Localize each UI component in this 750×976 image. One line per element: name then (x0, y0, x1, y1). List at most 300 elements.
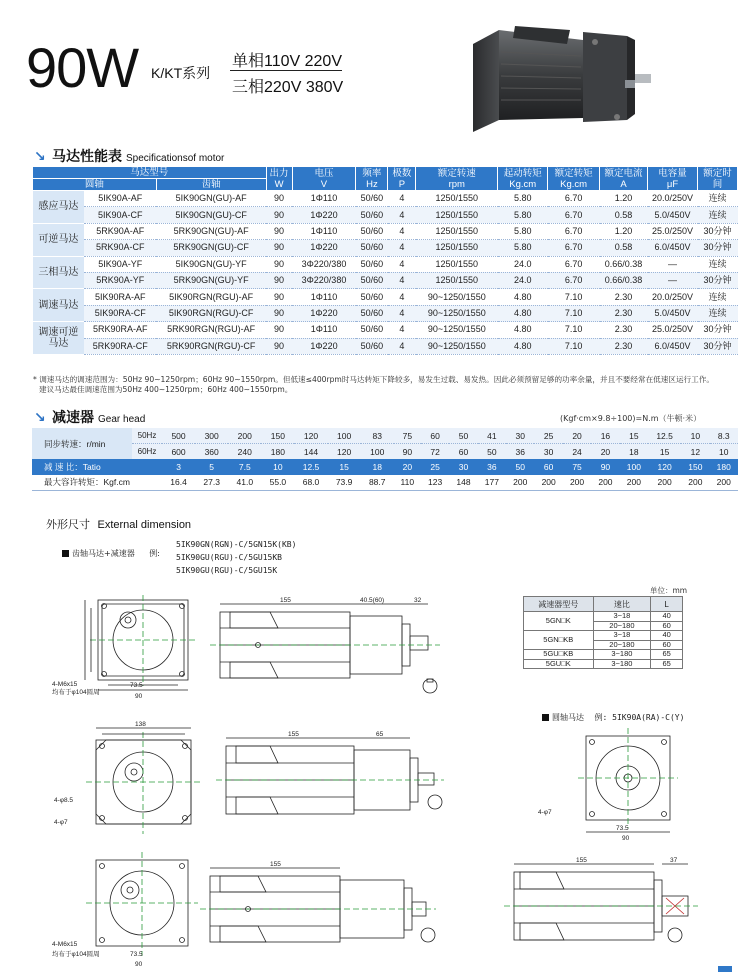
svg-text:73.5: 73.5 (616, 825, 629, 832)
table-cell: 15 (648, 444, 681, 460)
table-cell: 5RK90GN(GU)-YF (156, 272, 266, 288)
table-cell: 5.0/450V (648, 305, 698, 321)
table-row (33, 223, 738, 239)
svg-text:4-φ7: 4-φ7 (538, 809, 552, 816)
table-cell: 4 (388, 256, 416, 272)
table-cell: 3 (162, 459, 195, 475)
table-cell: 25 (534, 428, 562, 444)
table-cell: 90 (266, 191, 292, 207)
table-row (33, 207, 738, 223)
round-shaft-side-view (504, 857, 698, 942)
table-cell: — (648, 256, 698, 272)
side-view-2 (216, 731, 444, 814)
motor-group-label: 感应马达 (33, 191, 85, 224)
table-cell: 1.20 (600, 223, 648, 239)
table-row (33, 240, 738, 256)
table-cell: 1Φ110 (292, 191, 356, 207)
col-start-torque: 起动转矩 Kg.cm (498, 167, 548, 191)
table-cell: 24.0 (498, 272, 548, 288)
svg-text:155: 155 (280, 597, 291, 604)
table-row: 5GN□K 3~18 40 (524, 612, 683, 622)
svg-text:65: 65 (376, 731, 384, 738)
col-gear: 齿轴 (156, 179, 266, 191)
table-row (32, 459, 738, 475)
page-corner-mark (718, 966, 732, 972)
table-cell: 120 (294, 428, 327, 444)
svg-text:4-φ8.5: 4-φ8.5 (54, 797, 74, 804)
table-cell: 90 (266, 272, 292, 288)
table-cell: 25.0/250V (648, 322, 698, 338)
three-phase-voltage: 三相220V 380V (232, 79, 344, 96)
table-cell: 10 (261, 459, 294, 475)
svg-text:155: 155 (576, 857, 587, 864)
table-cell: 90 (266, 256, 292, 272)
table-row: 20~180 60 (524, 640, 683, 650)
table-cell: 27.3 (195, 475, 228, 491)
table-cell: 90 (394, 444, 421, 460)
table-cell: 2.30 (600, 322, 648, 338)
table-cell: 6.0/450V (648, 240, 698, 256)
table-cell: 30分钟 (698, 322, 738, 338)
table-cell: 25 (421, 459, 449, 475)
table-cell: 6.0/450V (648, 338, 698, 354)
table-cell: 16.4 (162, 475, 195, 491)
table-cell: 144 (294, 444, 327, 460)
table-cell: 1250/1550 (416, 191, 498, 207)
power-rating: 90W (26, 36, 139, 99)
svg-text:均布于φ104圆周: 均布于φ104圆周 (52, 951, 100, 958)
table-cell: 150 (681, 459, 709, 475)
frequency-label: 60Hz (132, 444, 162, 460)
table-cell: 100 (620, 459, 648, 475)
table-cell: 4 (388, 191, 416, 207)
table-row (32, 444, 738, 460)
svg-text:155: 155 (270, 861, 281, 868)
table-cell: 200 (506, 475, 534, 491)
motor-group-label: 调速马达 (33, 289, 85, 322)
table-cell: 1Φ220 (292, 338, 356, 354)
table-cell: 60 (449, 444, 477, 460)
round-shaft-front-view (538, 728, 678, 842)
gear-row-label: 减 速 比：Tatio (32, 459, 162, 475)
svg-text:4-φ7: 4-φ7 (54, 819, 68, 826)
table-cell: 4 (388, 289, 416, 305)
table-cell: 90~1250/1550 (416, 305, 498, 321)
table-cell: 30分钟 (698, 240, 738, 256)
spec-header-row-1 (33, 167, 738, 179)
table-cell: 4 (388, 207, 416, 223)
table-cell: 4 (388, 322, 416, 338)
svg-text:4-M6x15: 4-M6x15 (52, 941, 78, 948)
col-poles: 极数 P (388, 167, 416, 191)
table-cell: 3Φ220/380 (292, 256, 356, 272)
table-cell: 360 (195, 444, 228, 460)
table-cell: 90 (266, 289, 292, 305)
table-cell: 4 (388, 338, 416, 354)
col-round: 圆轴 (33, 179, 157, 191)
table-cell: 100 (328, 428, 361, 444)
table-cell: 5RK90RA-AF (84, 322, 156, 338)
arrow-icon: ↘ (34, 149, 46, 165)
col-time: 额定时间 (698, 167, 738, 191)
table-cell: 90 (266, 223, 292, 239)
table-row (33, 289, 738, 305)
table-cell: 6.70 (548, 272, 600, 288)
table-cell: 1Φ220 (292, 305, 356, 321)
table-cell: 2.30 (600, 289, 648, 305)
svg-text:155: 155 (288, 731, 299, 738)
table-cell: 177 (478, 475, 506, 491)
table-row (32, 475, 738, 491)
table-cell: 123 (421, 475, 449, 491)
table-cell: 100 (361, 444, 394, 460)
svg-text:90: 90 (135, 961, 143, 968)
motor-photo (455, 22, 655, 142)
table-cell: 200 (681, 475, 709, 491)
table-cell: 36 (478, 459, 506, 475)
svg-text:均布于φ104圆周: 均布于φ104圆周 (52, 689, 100, 696)
table-cell: 6.70 (548, 207, 600, 223)
table-cell: 7.10 (548, 289, 600, 305)
svg-text:90: 90 (622, 835, 630, 842)
table-row: 20~180 60 (524, 621, 683, 631)
table-cell: 75 (394, 428, 421, 444)
table-cell: 50/60 (356, 240, 388, 256)
table-cell: 1250/1550 (416, 223, 498, 239)
table-row (33, 256, 738, 272)
table-cell: 15 (620, 428, 648, 444)
spec-note-1: * 调速马达的调速范围为：50Hz 90~1250rpm；60Hz 90~1550rpm。但低速≤400rpm时马达转矩下降较多，易发生过载、易发热。因此必须预留足够的功率余量，并且不要经常在低速区运行工作。 (33, 375, 714, 384)
table-cell: 90 (591, 459, 619, 475)
table-cell: 5IK90GN(GU)-YF (156, 256, 266, 272)
table-cell: 1250/1550 (416, 240, 498, 256)
motor-spec-table (32, 166, 738, 355)
table-cell: 5IK90RA-CF (84, 305, 156, 321)
table-cell: 5RK90A-CF (84, 240, 156, 256)
table-cell: 200 (710, 475, 738, 491)
col-speed: 额定转速 rpm (416, 167, 498, 191)
arrow-icon: ↘ (34, 410, 46, 426)
table-cell: 30分钟 (698, 223, 738, 239)
front-view-3 (52, 852, 198, 968)
example-2: 5IK90GU(RGU)-C/5GU15KB (176, 553, 282, 562)
table-cell: 6.70 (548, 256, 600, 272)
svg-text:32: 32 (414, 597, 422, 604)
table-cell: 50/60 (356, 272, 388, 288)
single-phase-voltage: 单相110V 220V (232, 53, 342, 70)
table-cell: 1Φ220 (292, 240, 356, 256)
gear-head-title-en: Gear head (98, 414, 146, 425)
table-cell: 4.80 (498, 338, 548, 354)
round-shaft-label: 圆轴马达 例: 5IK90A(RA)-C(Y) (542, 712, 684, 723)
table-cell: 7.10 (548, 322, 600, 338)
table-cell: 2.30 (600, 305, 648, 321)
gear-head-heading (34, 407, 145, 427)
side-view-3 (200, 861, 436, 942)
table-cell: 16 (591, 428, 619, 444)
table-cell: 4 (388, 272, 416, 288)
gear-motor-label: 齿轴马达+减速器 例: (62, 548, 160, 559)
table-cell: 90 (266, 338, 292, 354)
table-cell: 5.80 (498, 191, 548, 207)
table-cell: 90~1250/1550 (416, 322, 498, 338)
table-cell: 8.3 (710, 428, 738, 444)
table-cell: 连续 (698, 207, 738, 223)
table-cell: 6.70 (548, 240, 600, 256)
col-model: 马达型号 (33, 167, 267, 179)
table-cell: 50/60 (356, 256, 388, 272)
table-cell: 88.7 (361, 475, 394, 491)
table-row: 5GU□K 3~180 65 (524, 659, 683, 669)
table-cell: 30分钟 (698, 272, 738, 288)
external-dimension-title: 外形尺寸 External dimension (46, 519, 192, 531)
table-cell: 10 (681, 428, 709, 444)
table-row (33, 322, 738, 338)
table-cell: 12.5 (648, 428, 681, 444)
table-row (33, 272, 738, 288)
spec-notes (33, 375, 745, 395)
voltage-divider (230, 70, 342, 71)
table-cell: 36 (506, 444, 534, 460)
table-cell: 50 (449, 428, 477, 444)
gear-body (32, 428, 738, 490)
table-cell: 120 (648, 459, 681, 475)
table-cell: 5RK90RGN(RGU)-AF (156, 322, 266, 338)
example-1: 5IK90GN(RGN)-C/5GN15K(KB) (176, 540, 297, 549)
table-cell: 4 (388, 223, 416, 239)
table-cell: 72 (421, 444, 449, 460)
table-cell: 68.0 (294, 475, 327, 491)
svg-text:90: 90 (135, 693, 143, 700)
svg-text:73.5: 73.5 (130, 682, 143, 689)
table-cell: 0.58 (600, 240, 648, 256)
table-cell: 50 (506, 459, 534, 475)
table-cell: 120 (328, 444, 361, 460)
col-cap: 电容量 μF (648, 167, 698, 191)
dimension-drawings (30, 590, 730, 976)
series-label: K/KT系列 (151, 65, 211, 81)
table-cell: 20 (591, 444, 619, 460)
table-row: 5GN□KB 3~18 40 (524, 631, 683, 641)
table-cell: 5RK90RGN(RGU)-CF (156, 338, 266, 354)
table-cell: 60 (534, 459, 562, 475)
table-cell: 1250/1550 (416, 207, 498, 223)
table-cell: 15 (328, 459, 361, 475)
table-cell: 7.10 (548, 338, 600, 354)
table-cell: 2.30 (600, 338, 648, 354)
table-cell: 5IK90A-YF (84, 256, 156, 272)
table-cell: 24 (563, 444, 591, 460)
table-cell: 240 (228, 444, 261, 460)
table-cell: 1250/1550 (416, 256, 498, 272)
table-cell: 4.80 (498, 289, 548, 305)
table-cell: 200 (534, 475, 562, 491)
table-cell: 1Φ110 (292, 322, 356, 338)
table-cell: 5RK90GN(GU)-AF (156, 223, 266, 239)
col-rated-torque: 额定转矩 Kg.cm (548, 167, 600, 191)
table-cell: 180 (710, 459, 738, 475)
gear-head-table (32, 428, 738, 491)
table-cell: 5.80 (498, 240, 548, 256)
table-cell: 18 (620, 444, 648, 460)
table-cell: 5.0/450V (648, 207, 698, 223)
table-row (33, 338, 738, 354)
table-cell: 连续 (698, 256, 738, 272)
table-cell: 3Φ220/380 (292, 272, 356, 288)
reducer-col-model: 减速器型号 (524, 597, 594, 612)
col-current: 额定电流 A (600, 167, 648, 191)
table-cell: 0.66/0.38 (600, 256, 648, 272)
table-cell: 1Φ110 (292, 289, 356, 305)
table-cell: 20 (563, 428, 591, 444)
col-freq: 频率 Hz (356, 167, 388, 191)
front-view-1 (52, 595, 196, 700)
table-cell: 1Φ220 (292, 207, 356, 223)
gear-head-title: 减速器 (52, 410, 94, 426)
table-cell: — (648, 272, 698, 288)
table-cell: 5IK90GN(GU)-AF (156, 191, 266, 207)
table-cell: 41 (478, 428, 506, 444)
table-cell: 150 (261, 428, 294, 444)
table-cell: 5.80 (498, 223, 548, 239)
table-cell: 5IK90GN(GU)-CF (156, 207, 266, 223)
table-cell: 1250/1550 (416, 272, 498, 288)
table-cell: 30 (534, 444, 562, 460)
table-cell: 90~1250/1550 (416, 289, 498, 305)
table-cell: 5RK90A-YF (84, 272, 156, 288)
table-cell: 200 (648, 475, 681, 491)
svg-text:40.5(60): 40.5(60) (360, 597, 385, 604)
table-cell: 600 (162, 444, 195, 460)
table-cell: 24.0 (498, 256, 548, 272)
svg-text:138: 138 (135, 721, 146, 728)
table-cell: 500 (162, 428, 195, 444)
table-cell: 50/60 (356, 191, 388, 207)
table-cell: 12.5 (294, 459, 327, 475)
table-row (32, 428, 738, 444)
table-cell: 连续 (698, 289, 738, 305)
table-cell: 148 (449, 475, 477, 491)
table-cell: 75 (563, 459, 591, 475)
table-row (33, 191, 738, 207)
table-cell: 4 (388, 240, 416, 256)
example-3: 5IK90GU(RGU)-C/5GU15K (176, 566, 278, 575)
motor-group-label: 三相马达 (33, 256, 85, 289)
table-cell: 1Φ110 (292, 223, 356, 239)
table-cell: 1.20 (600, 191, 648, 207)
table-cell: 50/60 (356, 322, 388, 338)
table-cell: 0.66/0.38 (600, 272, 648, 288)
table-cell: 25.0/250V (648, 223, 698, 239)
table-cell: 180 (261, 444, 294, 460)
front-view-2 (54, 721, 200, 834)
reducer-col-l: L (651, 597, 683, 612)
table-cell: 连续 (698, 191, 738, 207)
table-cell: 90 (266, 305, 292, 321)
table-row (33, 305, 738, 321)
table-cell: 50/60 (356, 207, 388, 223)
table-cell: 30 (449, 459, 477, 475)
table-cell: 200 (591, 475, 619, 491)
table-cell: 连续 (698, 305, 738, 321)
table-cell: 200 (620, 475, 648, 491)
svg-text:37: 37 (670, 857, 678, 864)
table-cell: 30分钟 (698, 338, 738, 354)
table-cell: 50/60 (356, 289, 388, 305)
table-cell: 10 (710, 444, 738, 460)
table-cell: 18 (361, 459, 394, 475)
motor-spec-title-en: Specificationsof motor (126, 153, 225, 164)
square-bullet-icon (62, 550, 69, 557)
table-cell: 110 (394, 475, 421, 491)
table-cell: 300 (195, 428, 228, 444)
gear-row-label: 同步转速：r/min (32, 428, 132, 459)
gear-unit-note: (Kgf·cm×9.8÷100)=N.m（牛顿·米） (560, 414, 702, 423)
table-cell: 5IK90RA-AF (84, 289, 156, 305)
svg-text:4-M6x15: 4-M6x15 (52, 681, 78, 688)
table-cell: 7.5 (228, 459, 261, 475)
table-cell: 5IK90RGN(RGU)-AF (156, 289, 266, 305)
table-cell: 6.70 (548, 223, 600, 239)
table-cell: 5IK90A-CF (84, 207, 156, 223)
table-cell: 5.80 (498, 207, 548, 223)
col-output: 出力 W (266, 167, 292, 191)
table-cell: 5RK90GN(GU)-CF (156, 240, 266, 256)
table-cell: 50/60 (356, 305, 388, 321)
frequency-label: 50Hz (132, 428, 162, 444)
col-voltage: 电压 V (292, 167, 356, 191)
table-cell: 5 (195, 459, 228, 475)
motor-group-label: 调速可逆马达 (33, 322, 85, 355)
table-cell: 83 (361, 428, 394, 444)
table-cell: 0.58 (600, 207, 648, 223)
table-cell: 4 (388, 305, 416, 321)
table-cell: 30 (506, 428, 534, 444)
table-cell: 5RK90RA-CF (84, 338, 156, 354)
table-cell: 50/60 (356, 223, 388, 239)
table-cell: 73.9 (328, 475, 361, 491)
table-cell: 90 (266, 322, 292, 338)
table-cell: 6.70 (548, 191, 600, 207)
table-cell: 5IK90A-AF (84, 191, 156, 207)
svg-text:73.5: 73.5 (130, 951, 143, 958)
table-cell: 4.80 (498, 322, 548, 338)
side-view-1 (210, 597, 440, 693)
table-cell: 41.0 (228, 475, 261, 491)
table-cell: 60 (421, 428, 449, 444)
table-cell: 90~1250/1550 (416, 338, 498, 354)
table-cell: 4.80 (498, 305, 548, 321)
spec-note-2: 建议马达最佳调速范围为50Hz 400~1250rpm；60Hz 400~1550rpm。 (39, 385, 293, 394)
table-cell: 55.0 (261, 475, 294, 491)
spec-body (33, 191, 738, 355)
unit-label: 单位：mm (650, 586, 688, 595)
table-cell: 50 (478, 444, 506, 460)
table-cell: 5RK90A-AF (84, 223, 156, 239)
table-cell: 200 (563, 475, 591, 491)
table-cell: 50/60 (356, 338, 388, 354)
reducer-col-ratio: 速比 (593, 597, 651, 612)
gear-row-label: 最大容许转矩：Kgf.cm (32, 475, 162, 491)
table-cell: 20.0/250V (648, 191, 698, 207)
motor-spec-title: 马达性能表 (52, 149, 122, 165)
table-cell: 20 (394, 459, 421, 475)
motor-spec-heading (34, 146, 224, 166)
table-cell: 20.0/250V (648, 289, 698, 305)
table-cell: 7.10 (548, 305, 600, 321)
table-cell: 12 (681, 444, 709, 460)
table-cell: 200 (228, 428, 261, 444)
